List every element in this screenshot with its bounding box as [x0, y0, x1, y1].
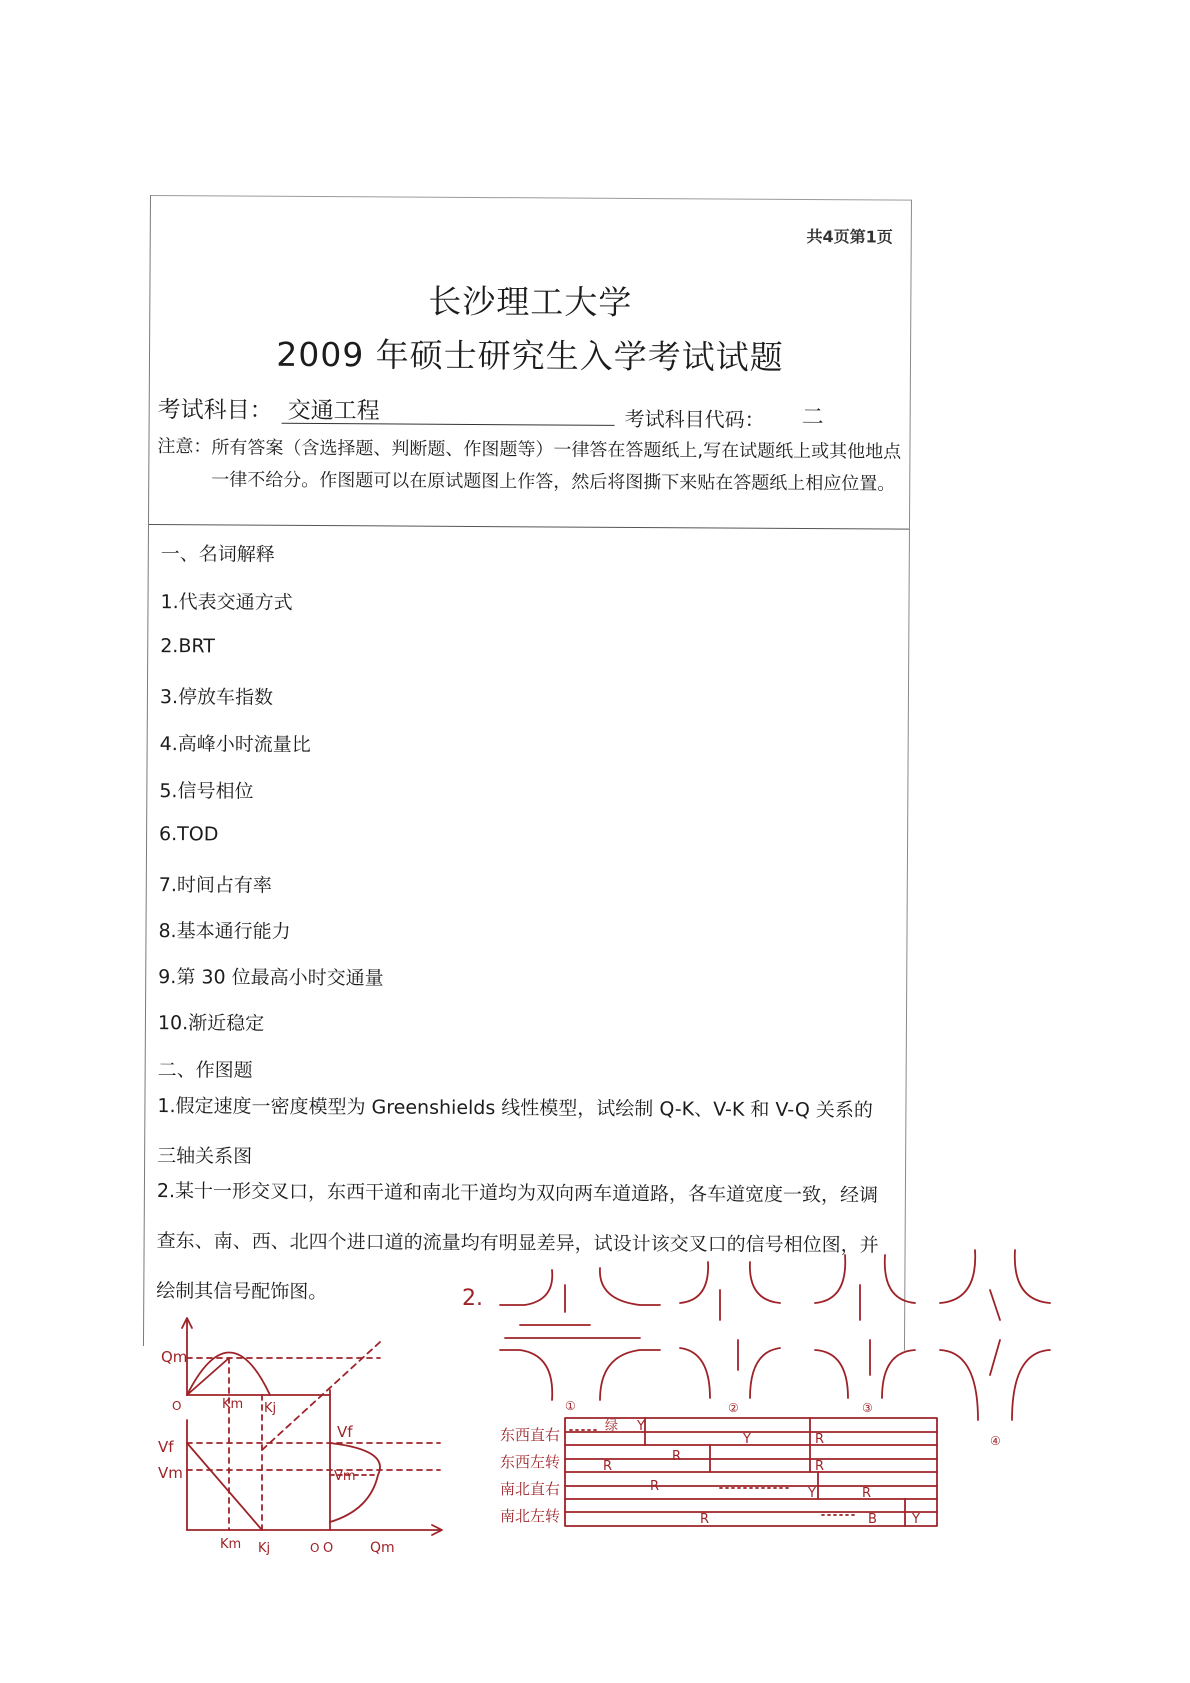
university-name: 长沙理工大学 — [428, 281, 633, 322]
timing-mark: B — [868, 1512, 877, 1527]
graph-label: O — [172, 1399, 182, 1413]
timing-mark: R — [672, 1449, 682, 1464]
graph-label: Kj — [264, 1401, 277, 1416]
term-item: 7.时间占有率 — [158, 874, 272, 897]
term-item: 3.停放车指数 — [159, 686, 274, 709]
subject-label: 考试科目： — [157, 397, 273, 424]
phase-diagram-1 — [500, 1268, 660, 1413]
graph-label: Vm — [334, 1469, 356, 1484]
subject-code-value: 二 — [801, 404, 824, 431]
timing-mark: R — [603, 1459, 613, 1474]
graph-label: Km — [222, 1397, 244, 1412]
phase-number: ④ — [990, 1434, 1001, 1448]
graph-label: O — [310, 1541, 320, 1555]
term-item: 4.高峰小时流量比 — [159, 733, 311, 756]
timing-mark: 绿 — [605, 1419, 619, 1434]
graph-label: Vm — [158, 1464, 183, 1482]
timing-mark: R — [815, 1432, 825, 1447]
timing-row-label: 南北直右 — [500, 1480, 561, 1498]
answer-number: 2. — [462, 1286, 483, 1311]
section1-title: 一、名词解释 — [160, 543, 275, 566]
question-2: 2.某十一形交叉口，东西干道和南北干道均为双向两车道道路，各车道宽度一致，经调查东、南、西、北四个进口道的流量均有明显差异，试设计该交叉口的信号相位图，并绘制其信号配饰图。 — [156, 1180, 879, 1304]
term-item: 10.渐近稳定 — [157, 1012, 265, 1035]
vq-diagram — [310, 1390, 395, 1556]
term-item: 6.TOD — [159, 823, 219, 846]
subject-code-label: 考试科目代码： — [624, 406, 765, 432]
timing-mark: Y — [637, 1419, 645, 1434]
phase-diagram-3 — [815, 1255, 915, 1415]
timing-mark: R — [700, 1512, 710, 1527]
timing-mark: Y — [743, 1432, 751, 1447]
graph-label: Vf — [337, 1423, 353, 1441]
phase-number: ① — [565, 1399, 576, 1413]
graph-label: Qm — [161, 1348, 188, 1366]
notice-text: 所有答案（含选择题、判断题、作图题等）一律答在答题纸上,写在试题纸上或其他地点一律不给分。作图题可以在原试题图上作答，然后将图撕下来贴在答题纸上相应位置。 — [211, 437, 902, 495]
signal-timing-diagram — [500, 1418, 937, 1527]
timing-mark: Y — [912, 1512, 920, 1527]
section2-title: 二、作图题 — [157, 1059, 253, 1082]
question-1: 1.假定速度一密度模型为 Greenshields 线性模型，试绘制 Q-K、V-K 和 V-Q 关系的三轴关系图 — [157, 1095, 873, 1168]
timing-mark: R — [862, 1486, 872, 1501]
subject-value: 交通工程 — [287, 397, 380, 425]
term-item: 8.基本通行能力 — [158, 920, 291, 943]
term-item: 9.第 30 位最高小时交通量 — [158, 966, 384, 990]
timing-row-label: 东西左转 — [500, 1453, 561, 1471]
timing-mark: R — [815, 1459, 825, 1474]
timing-row-label: 东西直右 — [500, 1426, 561, 1444]
phase-number: ③ — [862, 1401, 873, 1415]
phase-number: ② — [728, 1401, 739, 1415]
graph-label: Vf — [158, 1438, 174, 1456]
notice-label: 注意： — [157, 436, 212, 458]
vk-diagram — [158, 1420, 442, 1556]
term-item: 1.代表交通方式 — [160, 591, 293, 614]
graph-label: Km — [220, 1537, 242, 1552]
phase-diagram-2 — [680, 1262, 780, 1415]
phase-diagram-4 — [940, 1250, 1050, 1448]
timing-mark: Y — [808, 1486, 816, 1501]
page-info: 共4页第1页 — [806, 227, 893, 247]
timing-row-label: 南北左转 — [500, 1507, 561, 1525]
graph-label: Qm — [370, 1540, 395, 1556]
exam-title: 2009 年硕士研究生入学考试试题 — [276, 334, 784, 377]
term-item: 5.信号相位 — [159, 780, 254, 803]
graph-label: O — [323, 1541, 334, 1556]
term-item: 2.BRT — [160, 635, 215, 658]
timing-mark: R — [650, 1479, 660, 1494]
graph-label: Kj — [258, 1541, 271, 1556]
